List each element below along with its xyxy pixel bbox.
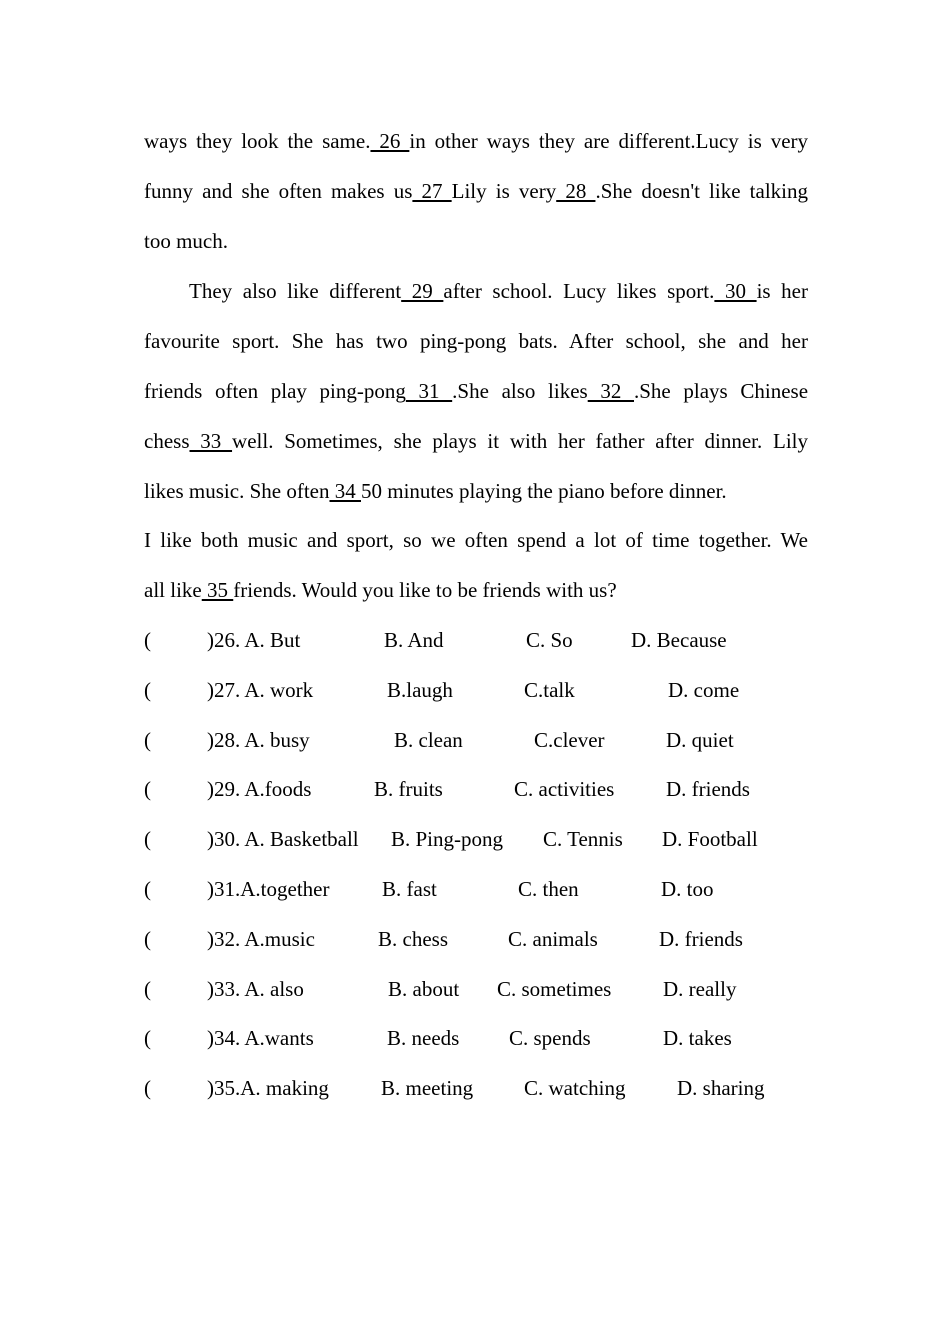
option-b: B. about — [388, 977, 460, 1001]
option-b: B.laugh — [387, 678, 453, 702]
option-c: C. then — [518, 877, 579, 901]
answer-paren[interactable]: ( — [144, 1076, 151, 1100]
option-a: )32. A.music — [207, 927, 315, 951]
blank-32: 32 — [587, 379, 634, 403]
blank-35: 35 — [201, 578, 234, 602]
option-b: B. Ping-pong — [391, 827, 504, 851]
option-d: D. too — [661, 877, 714, 901]
option-c: C. So — [526, 628, 573, 652]
option-a: )27. A. work — [207, 678, 314, 702]
option-a: )29. A.foods — [207, 777, 312, 801]
option-d: D. really — [663, 977, 737, 1001]
option-a: )30. A. Basketball — [207, 827, 359, 851]
answer-paren[interactable]: ( — [144, 977, 151, 1001]
passage-line-8: likes music. She often 34 50 minutes playing the piano before dinner. — [144, 479, 727, 503]
blank-28: 28 — [556, 179, 596, 203]
option-b: B. needs — [387, 1026, 460, 1050]
answer-paren[interactable]: ( — [144, 628, 151, 652]
option-a: )26. A. But — [207, 628, 301, 652]
option-d: D. Football — [662, 827, 758, 851]
blank-33: 33 — [189, 429, 233, 453]
passage-line-2: funny and she often makes us 27 Lily is very 28 .She doesn't like talking — [144, 179, 808, 203]
option-c: C.clever — [534, 728, 605, 752]
option-b: B. fast — [382, 877, 437, 901]
option-a: )33. A. also — [207, 977, 304, 1001]
option-b: B. fruits — [374, 777, 443, 801]
answer-paren[interactable]: ( — [144, 827, 151, 851]
answer-paren[interactable]: ( — [144, 1026, 151, 1050]
option-d: D. sharing — [677, 1076, 765, 1100]
option-c: C. Tennis — [543, 827, 623, 851]
option-c: C. animals — [508, 927, 598, 951]
blank-34: 34 — [329, 479, 361, 503]
blank-30: 30 — [714, 279, 757, 303]
option-a: )31.A.together — [207, 877, 330, 901]
option-d: D. quiet — [666, 728, 734, 752]
option-a: )34. A.wants — [207, 1026, 314, 1050]
option-b: B. chess — [378, 927, 448, 951]
option-c: C. watching — [524, 1076, 626, 1100]
answer-paren[interactable]: ( — [144, 777, 151, 801]
answer-paren[interactable]: ( — [144, 877, 151, 901]
answer-paren[interactable]: ( — [144, 927, 151, 951]
passage-line-6: friends often play ping-pong 31 .She also likes 32 .She plays Chinese — [144, 379, 809, 403]
blank-29: 29 — [401, 279, 444, 303]
passage-line-1: ways they look the same. 26 in other ways they are different.Lucy is very — [144, 129, 809, 153]
option-d: D. friends — [659, 927, 743, 951]
blank-26: 26 — [370, 129, 410, 153]
passage-line-9: I like both music and sport, so we often spend a lot of time together. We — [144, 528, 808, 552]
option-d: D. Because — [631, 628, 727, 652]
option-c: C. activities — [514, 777, 615, 801]
option-d: D. friends — [666, 777, 750, 801]
passage-line-5: favourite sport. She has two ping-pong bats. After school, she and her — [144, 329, 808, 353]
passage-line-3: too much. — [144, 229, 228, 253]
option-a: )35.A. making — [207, 1076, 329, 1100]
answer-paren[interactable]: ( — [144, 678, 151, 702]
option-b: B. meeting — [381, 1076, 474, 1100]
option-d: D. come — [668, 678, 740, 702]
option-b: B. And — [384, 628, 444, 652]
option-a: )28. A. busy — [207, 728, 310, 752]
blank-31: 31 — [405, 379, 453, 403]
blank-27: 27 — [412, 179, 452, 203]
passage-line-10: all like 35 friends. Would you like to be friends with us? — [144, 578, 617, 602]
option-d: D. takes — [663, 1026, 732, 1050]
passage-line-4: They also like different 29 after school. Lucy likes sport. 30 is her — [189, 279, 808, 303]
option-c: C.talk — [524, 678, 575, 702]
option-c: C. sometimes — [497, 977, 612, 1001]
option-c: C. spends — [509, 1026, 591, 1050]
passage-line-7: chess 33 well. Sometimes, she plays it with her father after dinner. Lily — [144, 429, 809, 453]
answer-paren[interactable]: ( — [144, 728, 151, 752]
option-b: B. clean — [394, 728, 463, 752]
